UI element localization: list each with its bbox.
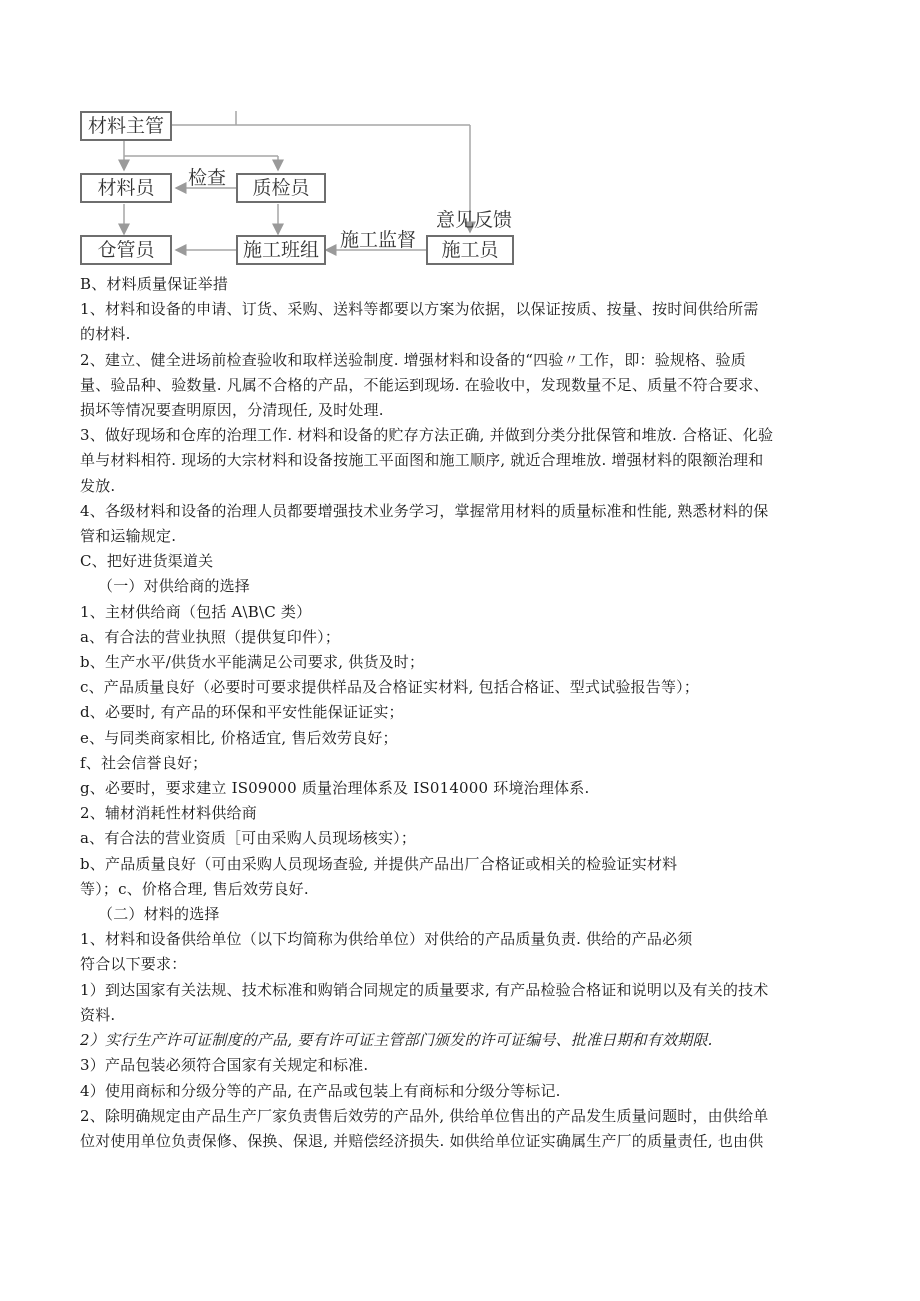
node-constructor: 施工员 [426,235,514,265]
text-line: b、生产水平/供货水平能满足公司要求, 供货及时； [80,653,425,672]
text-line: 量、验品种、验数量. 凡属不合格的产品，不能运到现场. 在验收中，发现数量不足、质量不符合要求、 [80,375,769,394]
text-line: 2）实行生产许可证制度的产品, 要有许可证主管部门颁发的许可证编号、批准日期和有效期限. [80,1031,713,1050]
node-construction-team: 施工班组 [236,235,326,265]
text-line: 1、材料和设备供给单位（以下均简称为供给单位）对供给的产品质量负责. 供给的产品必须 [80,930,693,949]
node-material-clerk: 材料员 [80,173,172,203]
text-line: a、有合法的营业执照（提供复印件）； [80,627,341,646]
text-line: 1、材料和设备的申请、订货、采购、送料等都要以方案为依据，以保证按质、按量、按时间供给所需 [80,300,759,319]
text-line: g、必要时，要求建立 IS09000 质量治理体系及 IS014000 环境治理体系. [80,779,590,798]
section-heading-b: B、材料质量保证举措 [80,275,229,293]
text-line: f、社会信誉良好； [80,753,208,772]
text-line: 4）使用商标和分级分等的产品, 在产品或包装上有商标和分级分等标记. [80,1081,561,1100]
text-line: 等）；c、价格合理, 售后效劳良好. [80,879,309,898]
text-line: 管和运输规定. [80,527,177,546]
text-line: 发放. [80,476,116,495]
document-body [80,272,852,1154]
edge-label-feedback: 意见反馈 [436,209,513,231]
text-line: 2、建立、健全进场前检查验收和取样送验制度. 增强材料和设备的“四验〃工作，即：验规格、验质 [80,350,746,369]
text-line: d、必要时, 有产品的环保和平安性能保证证实； [80,703,404,722]
text-line: b、产品质量良好（可由采购人员现场查验, 并提供产品出厂合格证或相关的检验证实材料 [80,854,678,873]
text-line: 2、辅材消耗性材料供给商 [80,804,257,823]
edge-label-supervise: 施工监督 [340,229,417,251]
text-line: 2、除明确规定由产品生产厂家负责售后效劳的产品外, 供给单位售出的产品发生质量问题时，由供给单 [80,1106,769,1125]
text-line: c、产品质量良好（必要时可要求提供样品及合格证实材料, 包括合格证、型式试验报告等）； [80,678,700,697]
node-material-manager: 材料主管 [80,111,172,141]
subsection-heading: （二）材料的选择 [98,905,220,924]
text-line: 3）产品包装必须符合国家有关规定和标准. [80,1056,369,1075]
text-line: 1、主材供给商（包括 A\B\C 类） [80,602,312,621]
node-quality-inspector: 质检员 [236,173,326,203]
section-heading-c: C、把好进货渠道关 [80,552,214,571]
text-line: 单与材料相符. 现场的大宗材料和设备按施工平面图和施工顺序, 就近合理堆放. 增强材料的限额治理和 [80,451,764,470]
material-flow-diagram [78,108,518,268]
subsection-heading: （一）对供给商的选择 [98,577,251,596]
text-line: 损坏等情况要查明原因，分清现任, 及时处理. [80,401,384,420]
edge-label-inspect: 检查 [188,167,227,189]
text-line: 符合以下要求： [80,955,187,974]
text-line: 1）到达国家有关法规、技术标准和购销合同规定的质量要求, 有产品检验合格证和说明以及有关的技术 [80,980,769,999]
text-line: 3、做好现场和仓库的治理工作. 材料和设备的贮存方法正确, 并做到分类分批保管和堆放. 合格证、化验 [80,426,774,445]
text-line: 4、各级材料和设备的治理人员都要增强技术业务学习，掌握常用材料的质量标准和性能, 熟悉材料的保 [80,501,769,520]
text-line: 的材料. [80,325,131,344]
text-line: 资料. [80,1005,116,1024]
text-line: 位对使用单位负责保修、保换、保退, 并赔偿经济损失. 如供给单位证实确属生产厂的质量责任, 也由供 [80,1131,764,1150]
node-warehouse-keeper: 仓管员 [80,235,172,265]
text-line: e、与同类商家相比, 价格适宜, 售后效劳良好； [80,728,398,747]
text-line: a、有合法的营业资质［可由采购人员现场核实）； [80,829,417,848]
